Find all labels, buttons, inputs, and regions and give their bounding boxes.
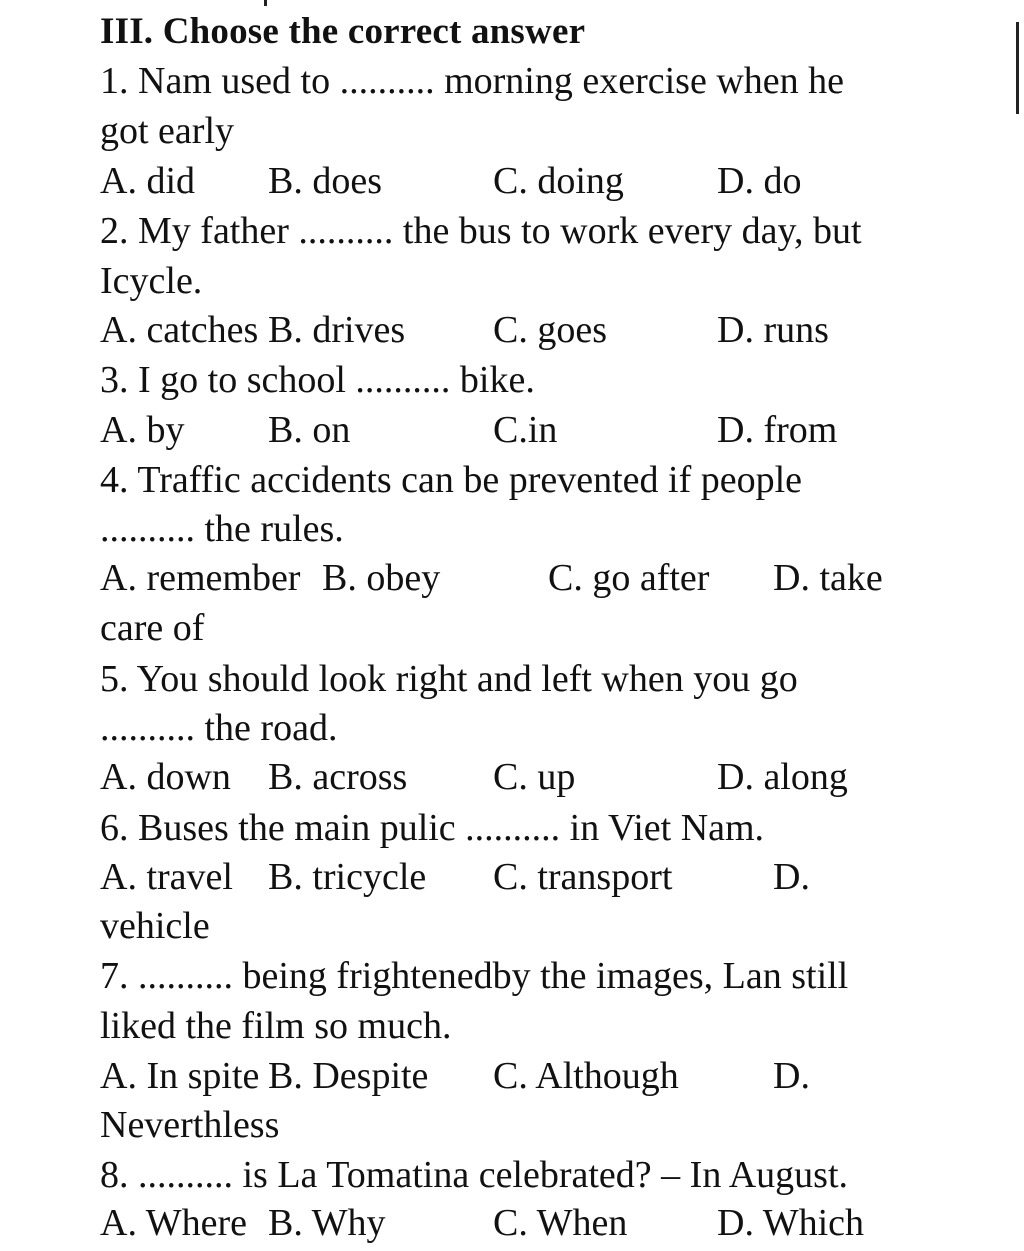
question-5-option-b: B. across bbox=[268, 756, 408, 798]
question-3-line-1: 3. I go to school .......... bike. bbox=[100, 359, 535, 401]
question-1-option-b: B. does bbox=[268, 160, 382, 202]
section-heading: III. Choose the correct answer bbox=[100, 11, 586, 52]
question-1-line-2: got early bbox=[100, 110, 235, 152]
question-8-line-1: 8. .......... is La Tomatina celebrated? – In August. bbox=[100, 1154, 849, 1196]
question-1-option-d: D. do bbox=[717, 160, 802, 202]
question-2-option-a: A. catches bbox=[100, 309, 259, 351]
top-edge-mark bbox=[264, 0, 267, 6]
question-1-option-c: C. doing bbox=[493, 160, 624, 202]
question-5-option-a: A. down bbox=[100, 756, 231, 798]
question-4-option-a: A. remember bbox=[100, 557, 301, 599]
question-2-line-1: 2. My father .......... the bus to work every day, but bbox=[100, 210, 862, 252]
question-4-option-b: B. obey bbox=[322, 557, 441, 599]
question-2-option-d: D. runs bbox=[717, 309, 829, 351]
question-7-option-b: B. Despite bbox=[268, 1055, 429, 1097]
question-5-line-1: 5. You should look right and left when you go bbox=[100, 658, 798, 700]
question-7-option-a: A. In spite bbox=[100, 1055, 260, 1097]
question-4-option-c: C. go after bbox=[548, 557, 710, 599]
question-4-line-1: 4. Traffic accidents can be prevented if people bbox=[100, 459, 803, 501]
question-8-option-a: A. Where bbox=[100, 1202, 248, 1244]
question-5-option-c: C. up bbox=[493, 756, 576, 798]
question-6-option-d: D. bbox=[773, 856, 810, 898]
question-4-option-d-wrap: care of bbox=[100, 607, 205, 649]
question-7-line-2: liked the film so much. bbox=[100, 1005, 452, 1047]
question-3-option-d: D. from bbox=[717, 409, 838, 451]
question-8-option-b: B. Why bbox=[268, 1202, 386, 1244]
right-margin-rule bbox=[1016, 22, 1019, 114]
question-7-option-c: C. Although bbox=[493, 1055, 679, 1097]
question-8-option-d: D. Which bbox=[717, 1202, 865, 1244]
question-1-option-a: A. did bbox=[100, 160, 195, 202]
question-6-line-1: 6. Buses the main pulic .......... in Viet Nam. bbox=[100, 807, 765, 849]
question-3-option-a: A. by bbox=[100, 409, 185, 451]
question-6-option-d-wrap: vehicle bbox=[100, 905, 210, 947]
question-7-line-1: 7. .......... being frightenedby the images, Lan still bbox=[100, 955, 849, 997]
question-1-line-1: 1. Nam used to .......... morning exercise when he bbox=[100, 60, 844, 102]
question-7-option-d: D. bbox=[773, 1055, 810, 1097]
question-7-option-d-wrap: Neverthless bbox=[100, 1104, 280, 1146]
question-6-option-c: C. transport bbox=[493, 856, 673, 898]
question-2-line-2: Icycle. bbox=[100, 260, 203, 302]
question-8-option-c: C. When bbox=[493, 1202, 628, 1244]
question-6-option-a: A. travel bbox=[100, 856, 233, 898]
question-3-option-c: C.in bbox=[493, 409, 558, 451]
question-4-line-2: .......... the rules. bbox=[100, 508, 344, 550]
question-3-option-b: B. on bbox=[268, 409, 351, 451]
question-2-option-b: B. drives bbox=[268, 309, 406, 351]
question-5-line-2: .......... the road. bbox=[100, 707, 338, 749]
question-2-option-c: C. goes bbox=[493, 309, 607, 351]
question-6-option-b: B. tricycle bbox=[268, 856, 427, 898]
question-5-option-d: D. along bbox=[717, 756, 848, 798]
question-4-option-d: D. take bbox=[773, 557, 883, 599]
